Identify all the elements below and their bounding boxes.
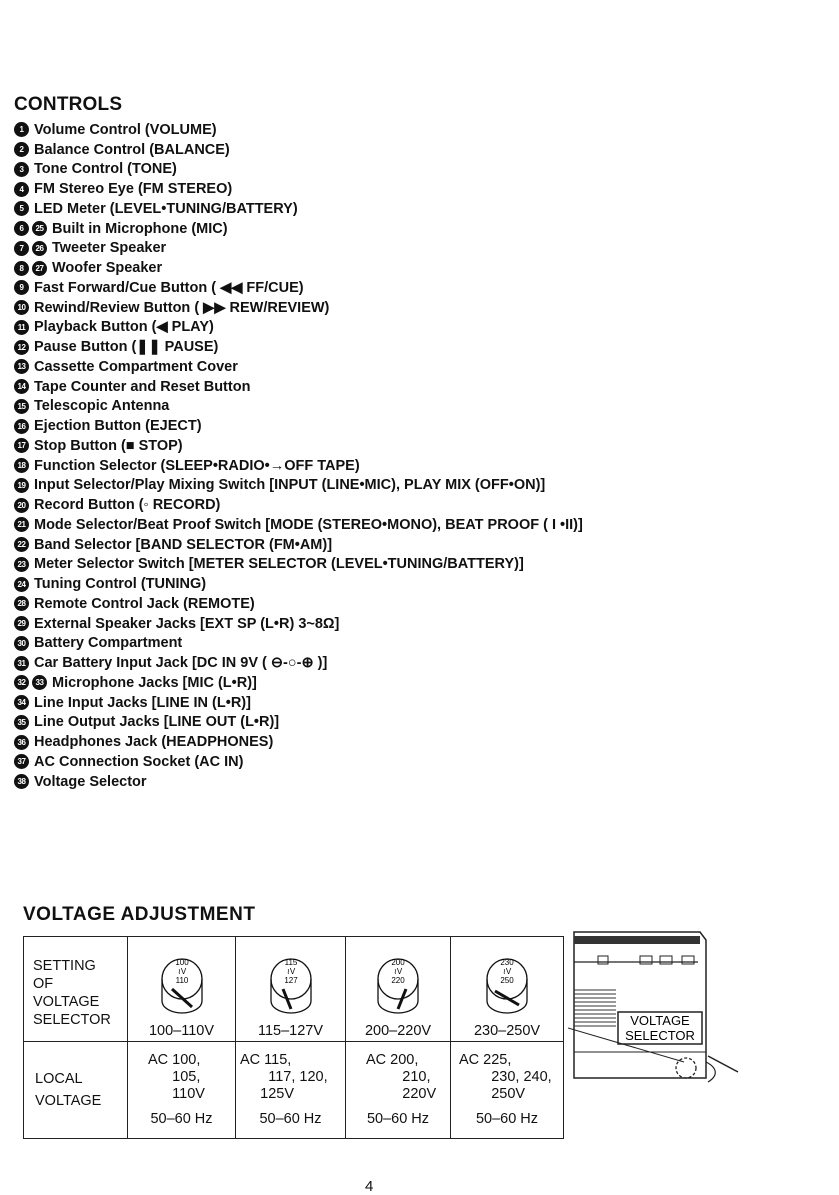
voltage-selector-callout-line1: VOLTAGE [630,1013,690,1028]
number-badge-icon: 17 [14,438,29,453]
control-item [14,614,814,634]
number-badge-icon: 32 [14,675,29,690]
control-item [14,416,814,436]
number-badge-icon: 5 [14,201,29,216]
number-badge-icon: 23 [14,557,29,572]
control-item [14,476,814,496]
setting-row [24,937,564,1042]
control-item [14,713,814,733]
control-item [14,397,814,417]
frequency-label: 50–60 Hz [150,1111,213,1127]
number-badge-icon: 20 [14,498,29,513]
number-badge-icon: 4 [14,182,29,197]
number-badge-icon: 2 [14,142,29,157]
control-item [14,199,814,219]
control-label: External Speaker Jacks [EXT SP (L•R) 3~8Ω] [34,615,340,632]
number-badge-icon: 9 [14,280,29,295]
control-label: Volume Control (VOLUME) [34,121,217,138]
control-label: Rewind/Review Button ( ▶▶ REW/REVIEW) [34,299,330,316]
dial-200-220-icon [376,943,420,1015]
dial-230-250-icon [485,943,529,1015]
dial-bottom-value: 110 [175,976,188,985]
control-label: Pause Button (❚❚ PAUSE) [34,339,219,356]
number-badge-icon: 37 [14,754,29,769]
control-label: FM Stereo Eye (FM STEREO) [34,181,233,198]
local-voltage-values: AC 100, 105, 110V [148,1052,205,1102]
number-badge-icon: 36 [14,735,29,750]
local-voltage-values: AC 115, 117, 120, 125V [240,1052,328,1102]
control-item [14,219,814,239]
control-item [14,298,814,318]
controls-title: CONTROLS [14,94,123,115]
control-label: Woofer Speaker [52,260,163,277]
number-badge-icon: 13 [14,359,29,374]
setting-label: SETTING OF VOLTAGE SELECTOR [33,958,111,1028]
frequency-label: 50–60 Hz [475,1111,539,1127]
control-label: Built in Microphone (MIC) [52,220,228,237]
device-voltage-selector-illustration [568,928,748,1098]
dial-separator: ≀V [502,967,512,976]
control-item [14,436,814,456]
number-badge-icon: 25 [32,221,47,236]
dial-115-127-icon [269,943,313,1015]
control-item [14,377,814,397]
control-label: Line Input Jacks [LINE IN (L•R)] [34,694,251,711]
number-badge-icon: 12 [14,340,29,355]
control-label: Balance Control (BALANCE) [34,141,230,158]
dial-bottom-value: 127 [283,976,298,985]
dial-100-110-icon [160,943,204,1015]
voltage-selector-callout-line2: SELECTOR [625,1028,695,1043]
control-label: Ejection Button (EJECT) [34,418,202,435]
control-item [14,634,814,654]
control-item [14,673,814,693]
control-label: Band Selector [BAND SELECTOR (FM•AM)] [34,536,333,553]
control-item [14,653,814,673]
control-label: Mode Selector/Beat Proof Switch [MODE (STEREO•MONO), BEAT PROOF ( I •II)] [34,516,583,533]
control-label: Voltage Selector [34,773,147,790]
number-badge-icon: 29 [14,616,29,631]
control-label: Headphones Jack (HEADPHONES) [34,734,274,751]
number-badge-icon: 7 [14,241,29,256]
control-label: Car Battery Input Jack [DC IN 9V ( ⊖-○-⊕ )] [34,655,328,672]
control-item [14,594,814,614]
number-badge-icon: 31 [14,656,29,671]
dial-top-value: 115 [284,958,297,967]
dial-top-value: 230 [500,958,514,967]
number-badge-icon: 1 [14,122,29,137]
control-label: Battery Compartment [34,635,183,652]
frequency-label: 50–60 Hz [259,1111,322,1127]
control-label: Tuning Control (TUNING) [34,576,207,593]
number-badge-icon: 27 [32,261,47,276]
control-item [14,179,814,199]
number-badge-icon: 18 [14,458,29,473]
number-badge-icon: 26 [32,241,47,256]
number-badge-icon: 33 [32,675,47,690]
control-label: Telescopic Antenna [34,398,170,415]
control-label: Remote Control Jack (REMOTE) [34,595,255,612]
control-label: Playback Button (◀ PLAY) [34,319,214,336]
control-label: AC Connection Socket (AC IN) [34,753,244,770]
dial-top-value: 200 [391,958,405,967]
control-item [14,160,814,180]
number-badge-icon: 16 [14,419,29,434]
control-label: Cassette Compartment Cover [34,358,238,375]
control-label: Fast Forward/Cue Button ( ◀◀ FF/CUE) [34,279,304,296]
range-label: 200–220V [364,1023,432,1039]
control-item [14,555,814,575]
control-item [14,693,814,713]
control-item [14,535,814,555]
control-label: Line Output Jacks [LINE OUT (L•R)] [34,714,280,731]
number-badge-icon: 15 [14,399,29,414]
dial-separator: ≀V [393,967,403,976]
control-item [14,239,814,259]
control-label: Stop Button (■ STOP) [34,437,183,454]
number-badge-icon: 10 [14,300,29,315]
local-voltage-row [24,1042,564,1139]
number-badge-icon: 3 [14,162,29,177]
control-label: Tape Counter and Reset Button [34,378,251,395]
number-badge-icon: 22 [14,537,29,552]
control-label: Record Button (◦ RECORD) [34,497,221,514]
voltage-table [23,936,564,1139]
control-item [14,337,814,357]
range-label: 115–127V [257,1023,324,1039]
number-badge-icon: 28 [14,596,29,611]
number-badge-icon: 14 [14,379,29,394]
dial-separator: ≀V [177,967,186,976]
dial-bottom-value: 250 [500,976,514,985]
local-voltage-values: AC 225, 230, 240, 250V [459,1052,552,1102]
number-badge-icon: 8 [14,261,29,276]
control-item [14,495,814,515]
control-item [14,772,814,792]
page-number: 4 [365,1178,374,1195]
number-badge-icon: 38 [14,774,29,789]
number-badge-icon: 11 [14,320,29,335]
control-item [14,258,814,278]
control-label: Input Selector/Play Mixing Switch [INPUT (LINE•MIC), PLAY MIX (OFF•ON)] [34,477,546,494]
control-item [14,357,814,377]
control-label: LED Meter (LEVEL•TUNING/BATTERY) [34,200,298,217]
number-badge-icon: 34 [14,695,29,710]
control-item [14,140,814,160]
local-voltage-label: LOCAL VOLTAGE [35,1071,102,1109]
range-label: 100–110V [148,1023,215,1039]
number-badge-icon: 19 [14,478,29,493]
control-item [14,574,814,594]
range-label: 230–250V [473,1023,541,1039]
dial-bottom-value: 220 [391,976,405,985]
control-item [14,732,814,752]
number-badge-icon: 35 [14,715,29,730]
control-label: Tone Control (TONE) [34,161,177,178]
dial-separator: ≀V [286,967,295,976]
control-item [14,752,814,772]
number-badge-icon: 6 [14,221,29,236]
control-item [14,515,814,535]
dial-top-value: 100 [174,958,189,967]
voltage-adjustment-title: VOLTAGE ADJUSTMENT [23,904,256,925]
control-item [14,456,814,476]
frequency-label: 50–60 Hz [366,1111,430,1127]
control-item [14,120,814,140]
control-item [14,278,814,298]
control-label: Function Selector (SLEEP•RADIO•→OFF TAPE) [34,457,360,474]
number-badge-icon: 21 [14,517,29,532]
number-badge-icon: 30 [14,636,29,651]
control-label: Tweeter Speaker [52,240,167,257]
local-voltage-values: AC 200, 210, 220V [366,1052,437,1102]
control-label: Meter Selector Switch [METER SELECTOR (LEVEL•TUNING/BATTERY)] [34,556,524,573]
control-item [14,318,814,338]
control-label: Microphone Jacks [MIC (L•R)] [52,674,257,691]
number-badge-icon: 24 [14,577,29,592]
controls-list [14,120,814,792]
